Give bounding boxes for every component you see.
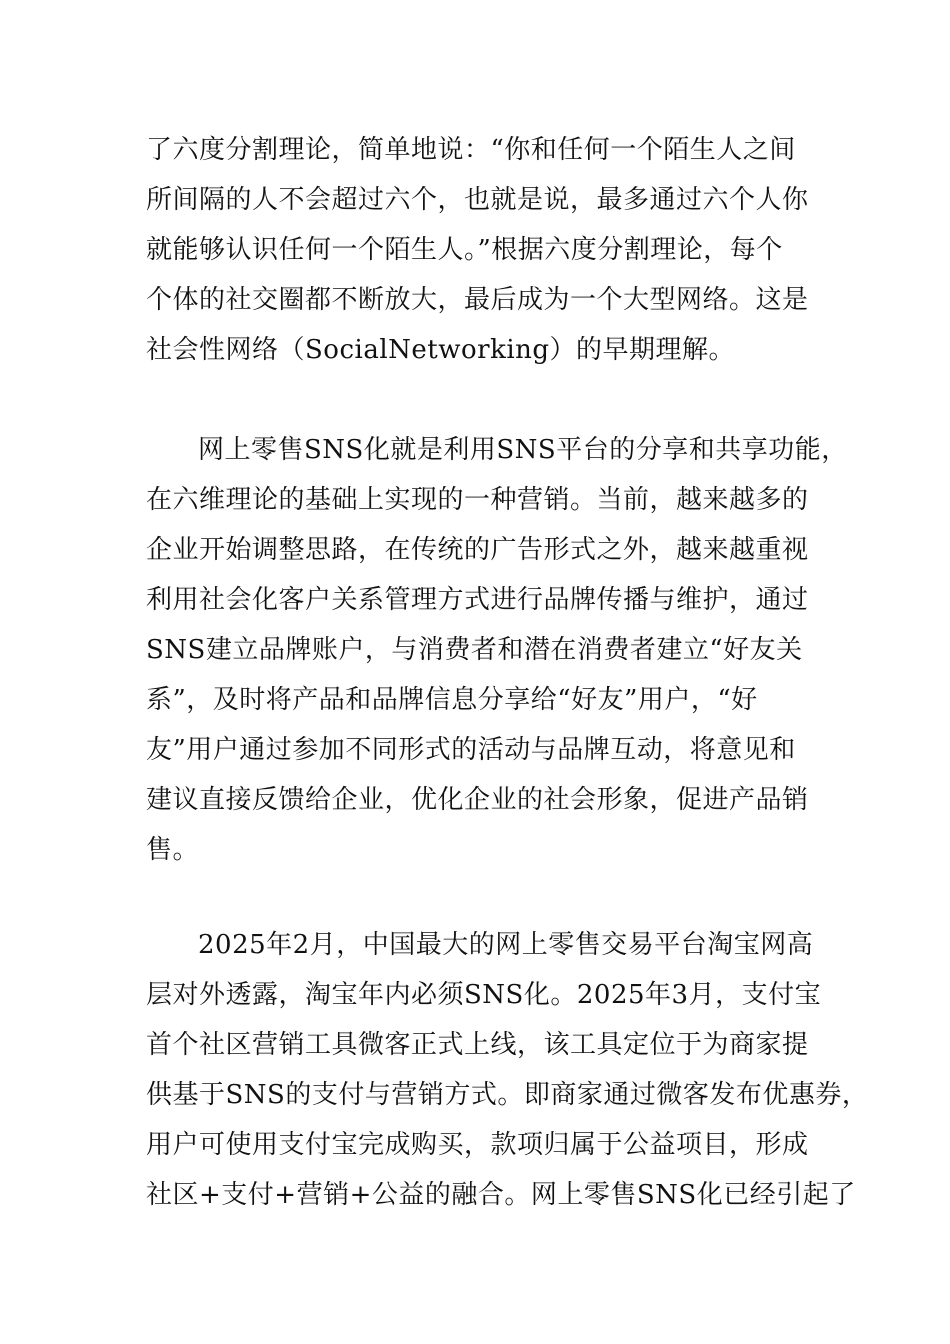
text-line: 在六维理论的基础上实现的一种营销。当前，越来越多的 (146, 485, 809, 515)
text-line: 用户可使用支付宝完成购买，款项归属于公益项目，形成 (146, 1130, 809, 1160)
text-line: 个体的社交圈都不断放大，最后成为一个大型网络。这是 (146, 285, 809, 315)
text-line: 友”用户通过参加不同形式的活动与品牌互动，将意见和 (146, 735, 796, 765)
text-line: 2025年2月，中国最大的网上零售交易平台淘宝网高 (198, 930, 814, 960)
paragraph-six-degrees (146, 125, 826, 375)
text-line: SNS建立品牌账户，与消费者和潜在消费者建立“好友关 (146, 635, 803, 665)
text-line: 社区+支付+营销+公益的融合。网上零售SNS化已经引起了 (146, 1180, 856, 1210)
text-line: 企业开始调整思路，在传统的广告形式之外，越来越重视 (146, 535, 809, 565)
paragraph-taobao (146, 920, 869, 1220)
text-line: 就能够认识任何一个陌生人。”根据六度分割理论，每个 (146, 235, 783, 265)
text-line: 系”，及时将产品和品牌信息分享给“好友”用户，“好 (146, 685, 758, 715)
paragraph-sns-retail (146, 425, 848, 875)
text-line: 层对外透露，淘宝年内必须SNS化。2025年3月，支付宝 (146, 980, 822, 1010)
text-line: 供基于SNS的支付与营销方式。即商家通过微客发布优惠券， (146, 1080, 869, 1110)
text-line: 建议直接反馈给企业，优化企业的社会形象，促进产品销 (146, 785, 809, 815)
text-line: 售。 (146, 835, 200, 865)
text-line: 网上零售SNS化就是利用SNS平台的分享和共享功能， (198, 435, 848, 465)
text-line: 利用社会化客户关系管理方式进行品牌传播与维护，通过 (146, 585, 809, 615)
text-line: 所间隔的人不会超过六个，也就是说，最多通过六个人你 (146, 185, 809, 215)
text-line: 社会性网络（SocialNetworking）的早期理解。 (146, 335, 736, 365)
text-line: 首个社区营销工具微客正式上线，该工具定位于为商家提 (146, 1030, 809, 1060)
text-line: 了六度分割理论，简单地说：“你和任何一个陌生人之间 (146, 135, 796, 165)
